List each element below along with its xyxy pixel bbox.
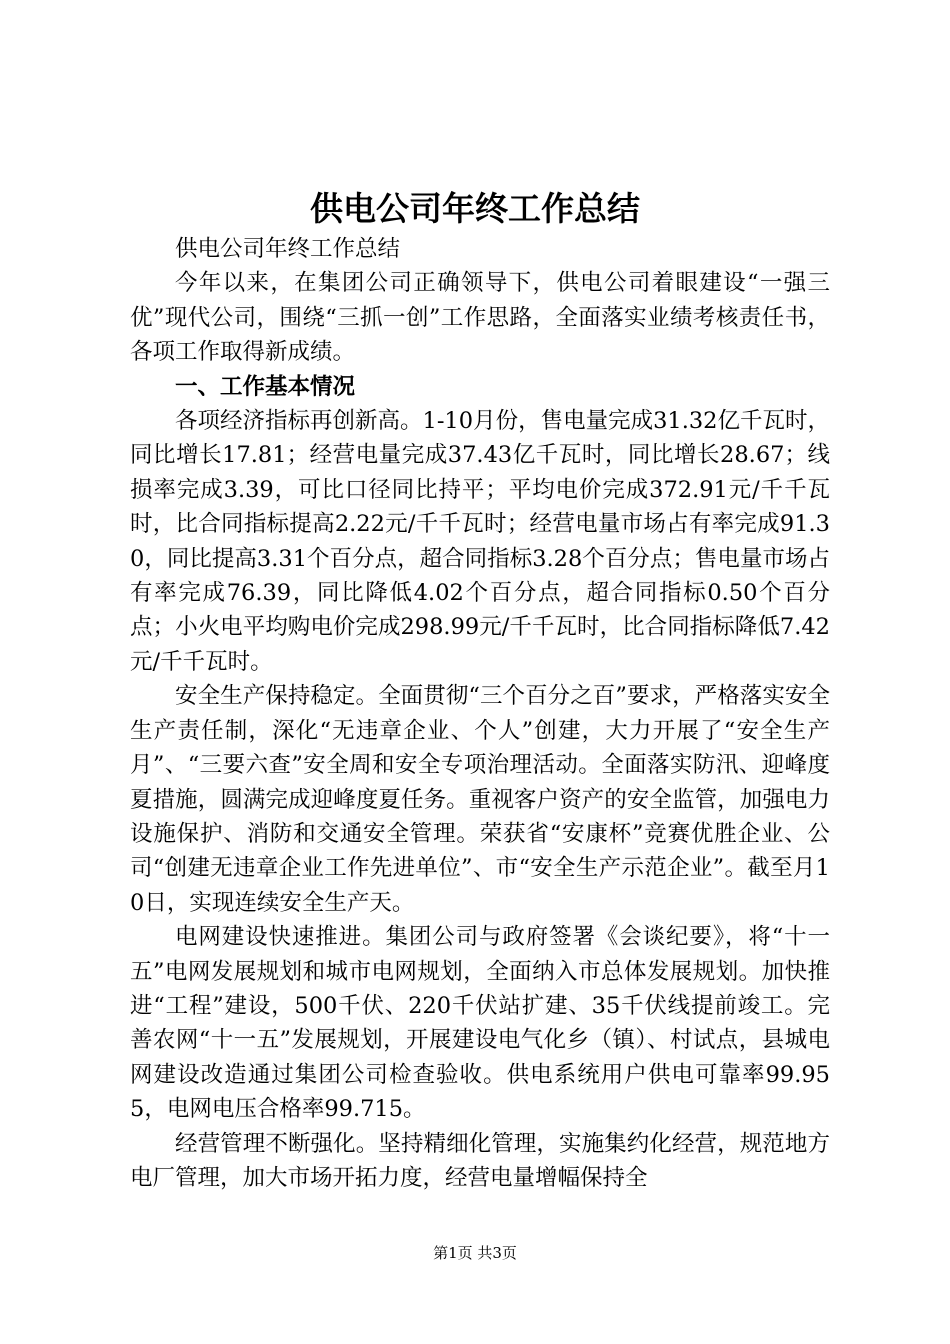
paragraph-intro: 今年以来，在集团公司正确领导下，供电公司着眼建设“一强三优”现代公司，围绕“三抓一创”工作思路，全面落实业绩考核责任书，各项工作取得新成绩。 xyxy=(130,270,830,366)
paragraph-safety-production: 安全生产保持稳定。全面贯彻“三个百分之百”要求，严格落实安全生产责任制，深化“无违章企业、个人”创建，大力开展了“安全生产月”、“三要六查”安全周和安全专项治理活动。全面落实防汛、迎峰度夏措施，圆满完成迎峰度夏任务。重视客户资产的安全监管，加强电力设施保护、消防和交通安全管理。荣获省“安康杯”竞赛优胜企业、公司“创建无违章企业工作先进单位”、市“安全生产示范企业”。截至月10日，实现连续安全生产天。 xyxy=(130,683,830,916)
paragraph-economic-indicators: 各项经济指标再创新高。1-10月份，售电量完成31.32亿千瓦时，同比增长17.81；经营电量完成37.43亿千瓦时，同比增长28.67；线损率完成3.39，可比口径同比持平；平均电价完成372.91元/千千瓦时，比合同指标提高2.22元/千千瓦时；经营电量市场占有率完成91.30，同比提高3.31个百分点，超合同指标3.28个百分点；售电量市场占有率完成76.39，同比降低4.02个百分点，超合同指标0.50个百分点；小火电平均购电价完成298.99元/千千瓦时，比合同指标降低7.42元/千千瓦时。 xyxy=(130,408,830,675)
document-body xyxy=(130,232,830,1195)
page-number: 第1页 共3页 xyxy=(433,1244,517,1262)
document-title: 供电公司年终工作总结 xyxy=(310,189,640,228)
paragraph-subtitle: 供电公司年终工作总结 xyxy=(175,236,401,262)
paragraph-grid-construction: 电网建设快速推进。集团公司与政府签署《会谈纪要》，将“十一五”电网发展规划和城市电网规划，全面纳入市总体发展规划。加快推进“工程”建设，500千伏、220千伏站扩建、35千伏线提前竣工。完善农网“十一五”发展规划，开展建设电气化乡（镇）、村试点，县城电网建设改造通过集团公司检查验收。供电系统用户供电可靠率99.955，电网电压合格率99.715。 xyxy=(130,924,830,1123)
section-heading: 一、工作基本情况 xyxy=(175,373,356,400)
paragraph-business-management: 经营管理不断强化。坚持精细化管理，实施集约化经营，规范地方电厂管理，加大市场开拓力度，经营电量增幅保持全 xyxy=(130,1130,830,1191)
